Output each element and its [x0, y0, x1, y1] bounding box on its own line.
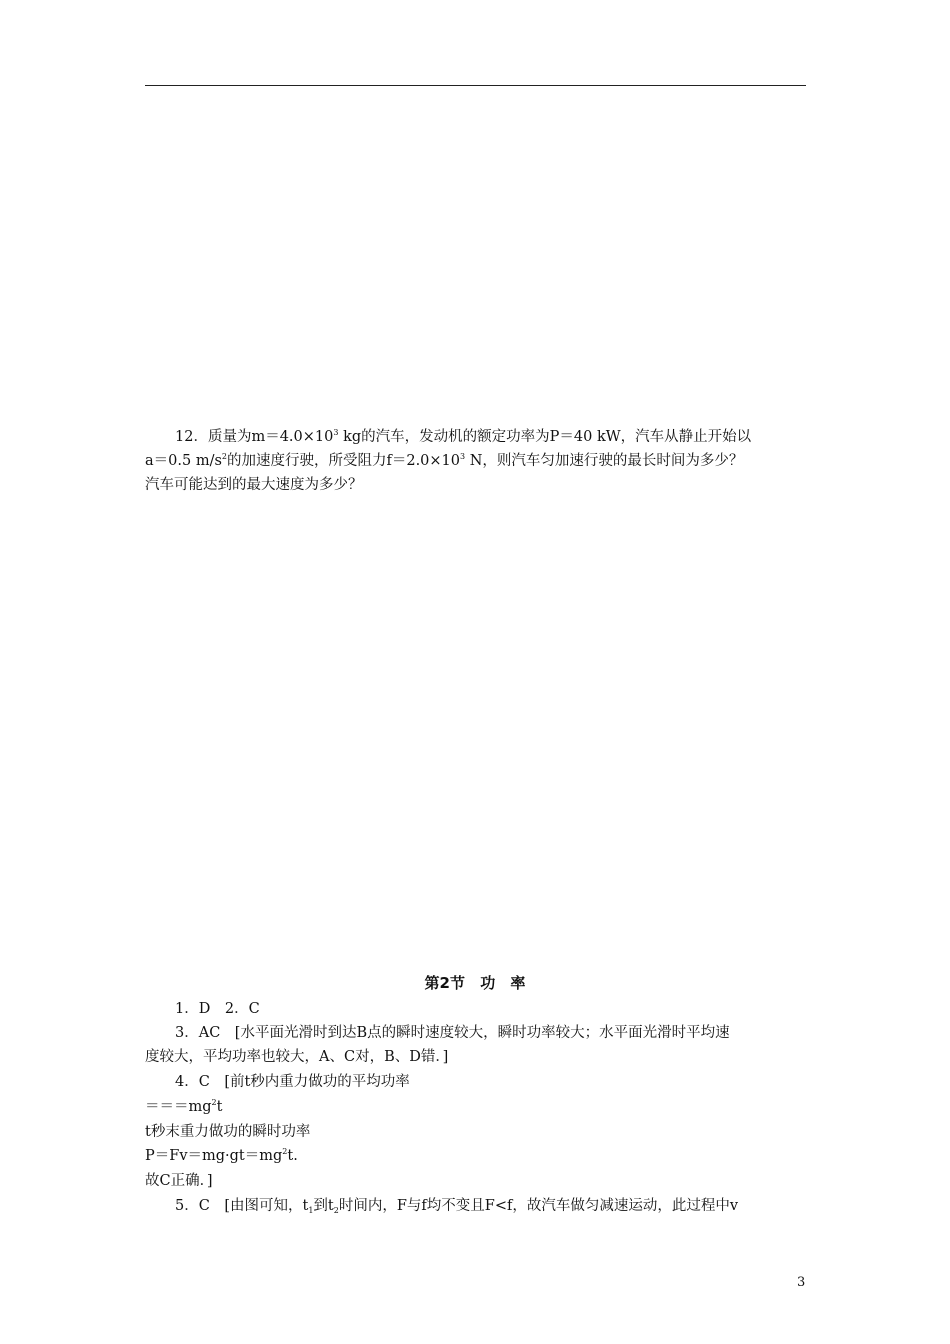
- answer-5-text: 到t: [313, 1198, 334, 1214]
- answer-4-formula: ＝＝＝mg: [145, 1099, 212, 1115]
- answer-4-line-4: [145, 1146, 298, 1166]
- answer-5-line-1: [175, 1196, 738, 1216]
- question-12-text: kg的汽车，发动机的额定功率为P＝40 kW，汽车从静止开始以: [338, 429, 752, 445]
- answer-4-formula: t.: [287, 1148, 298, 1164]
- question-12-line-2: [145, 451, 743, 471]
- superscript: 2: [282, 1147, 288, 1156]
- answer-4-line-1: 4．C [前t秒内重力做功的平均功率: [175, 1074, 410, 1090]
- answer-3-line-1: 3．AC [水平面光滑时到达B点的瞬时速度较大，瞬时功率较大；水平面光滑时平均速: [175, 1025, 730, 1041]
- question-12-line-3: 汽车可能达到的最大速度为多少？: [145, 477, 363, 493]
- answer-5-text: 时间内，F与f均不变且F<f，故汽车做匀减速运动，此过程中v: [338, 1198, 739, 1214]
- answer-4-line-3: t秒末重力做功的瞬时功率: [145, 1124, 311, 1140]
- section-title: 第2节 功 率: [424, 974, 526, 992]
- answer-5-text: 5．C [由图可知，t: [175, 1198, 309, 1214]
- subscript: 1: [308, 1206, 314, 1215]
- answer-4-formula: t: [216, 1099, 223, 1115]
- subscript: 2: [333, 1206, 339, 1215]
- question-12-text: a＝0.5 m/s: [145, 453, 222, 469]
- superscript: 2: [221, 452, 227, 461]
- header-rule: [145, 85, 806, 86]
- question-12-text: 的加速度行驶，所受阻力f＝2.0×10: [226, 453, 461, 469]
- superscript: 3: [333, 428, 339, 437]
- answer-1-2: 1．D 2．C: [175, 1001, 260, 1017]
- question-12-text: 12．质量为m＝4.0×10: [175, 429, 334, 445]
- question-12-line-1: [175, 427, 751, 447]
- superscript: 2: [211, 1098, 217, 1107]
- question-12-text: N，则汽车匀加速行驶的最长时间为多少？: [465, 453, 744, 469]
- answer-4-line-5: 故C正确．]: [145, 1173, 213, 1189]
- superscript: 3: [460, 452, 466, 461]
- answer-4-formula: P＝Fv＝mg·gt＝mg: [145, 1148, 283, 1164]
- answer-3-line-2: 度较大，平均功率也较大，A、C对，B、D错．]: [145, 1049, 449, 1065]
- answer-4-line-2: [145, 1097, 222, 1117]
- page-number: 3: [797, 1275, 806, 1290]
